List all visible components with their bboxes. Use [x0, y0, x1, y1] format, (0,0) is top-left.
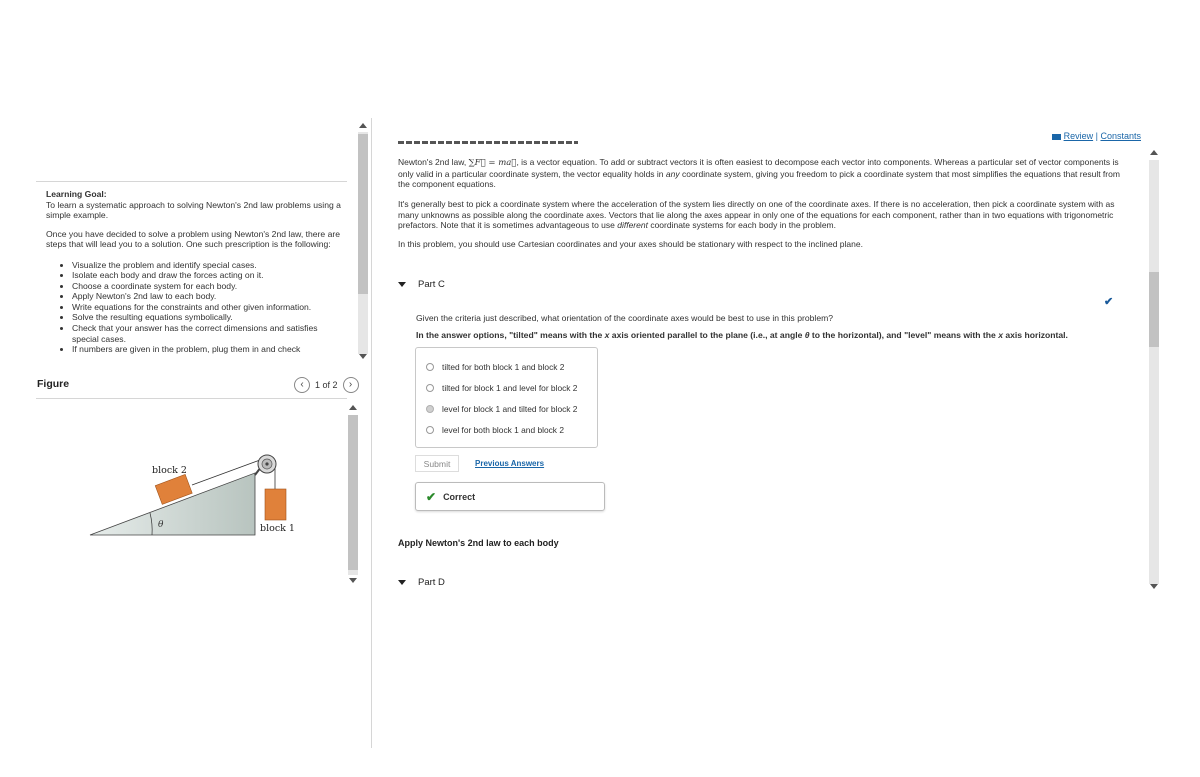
para1-text: , is a vector equation. To add or subtract vectors it is often easiest to decompose each vector into components. Whereas a particular set of vector components is only valid in a particular coordinate system, the vector equality holds in: [398, 157, 1119, 179]
part-c-note: [416, 330, 1068, 340]
figure-scrollbar[interactable]: [346, 403, 360, 588]
prev-figure-button[interactable]: ‹: [294, 377, 310, 393]
check-icon: ✔: [426, 489, 437, 504]
para2-text: It's generally best to pick a coordinate system where the acceleration of the system lies directly on one of the coordinate axes. If there is no acceleration, then pick a coordinate system with as many unknowns as possible along the coordinate axes. Vectors that lie along the axes appear in only one of the equations for each component, rather than in two equations with trigonometric prefactors. Note that it is sometimes advantageous to use: [398, 199, 1115, 231]
feedback-label: Correct: [443, 491, 476, 502]
list-item: • Write equations for the constraints and other given information.: [72, 302, 341, 313]
scroll-thumb[interactable]: [358, 134, 368, 294]
radio-button[interactable]: [426, 363, 434, 371]
link-separator: |: [1095, 131, 1098, 141]
learning-goal-title: Learning Goal:: [46, 189, 107, 199]
figure-top-rule: [36, 398, 347, 399]
collapse-icon: [398, 580, 406, 585]
angle-label: θ: [158, 520, 164, 530]
scroll-down-icon[interactable]: [349, 578, 357, 583]
part-d-header[interactable]: [398, 577, 445, 588]
answer-option[interactable]: [426, 425, 564, 435]
note-text: to the horizontal), and "level" means with the: [809, 330, 999, 340]
option-label: level for block 1 and tilted for block 2: [442, 404, 578, 414]
panel-divider: [371, 118, 372, 748]
part-d-label: Part D: [418, 577, 445, 588]
para2-emphasis: different: [617, 220, 648, 231]
option-label: tilted for block 1 and level for block 2: [442, 383, 578, 393]
radio-button-selected[interactable]: [426, 405, 434, 413]
list-item: • Solve the resulting equations symbolically.: [72, 312, 341, 323]
paragraph-cartesian-note: In this problem, you should use Cartesian coordinates and your axes should be stationary with respect to the inclined plane.: [398, 239, 863, 249]
note-text: In the answer options, "tilted" means with the: [416, 330, 605, 340]
scroll-thumb[interactable]: [1149, 272, 1159, 347]
figure-inclined-plane: [80, 445, 300, 545]
answer-options: [415, 347, 598, 448]
list-item: • Visualize the problem and identify special cases.: [72, 260, 341, 271]
section-heading-apply: Apply Newton's 2nd law to each body: [398, 538, 559, 548]
scroll-track: [348, 415, 358, 575]
scroll-down-icon[interactable]: [359, 354, 367, 359]
scroll-thumb[interactable]: [348, 415, 358, 570]
option-label: level for both block 1 and block 2: [442, 425, 564, 435]
note-var: x: [604, 330, 610, 340]
scroll-track: [358, 132, 368, 354]
clipped-section-heading: [398, 138, 578, 144]
para1-text: Newton's 2nd law,: [398, 157, 469, 167]
answer-option[interactable]: [426, 383, 577, 393]
list-item: • Check that your answer has the correct dimensions and satisfies special cases.: [72, 323, 341, 344]
scroll-up-icon[interactable]: [349, 405, 357, 410]
learning-goal-panel: [46, 189, 341, 355]
content-scrollbar[interactable]: [1147, 148, 1161, 594]
review-link[interactable]: Review: [1063, 131, 1094, 141]
submit-button[interactable]: Submit: [415, 455, 459, 472]
learning-goal-text: To learn a systematic approach to solving Newton's 2nd law problems using a simple example.: [46, 199, 341, 220]
newton-equation: ∑F⃗ = ma⃗: [468, 158, 517, 168]
pulley-axle: [265, 462, 268, 465]
review-icon: [1052, 134, 1061, 140]
figure-page-indicator: 1 of 2: [315, 380, 338, 390]
learning-goal-top-rule: [36, 181, 347, 182]
radio-button[interactable]: [426, 426, 434, 434]
note-var: x: [998, 330, 1003, 340]
review-constants-links: [1052, 131, 1141, 141]
para1-text: coordinate system, giving you freedom to pick a coordinate system that most simplifies the equations that result from the component equations.: [398, 168, 1120, 190]
figure-pager: [294, 377, 359, 393]
block-1: [265, 489, 286, 520]
list-item: • Apply Newton's 2nd law to each body.: [72, 291, 341, 302]
scroll-down-icon[interactable]: [1150, 584, 1158, 589]
part-c-question: Given the criteria just described, what orientation of the coordinate axes would be best to use in this problem?: [416, 313, 834, 323]
constants-link[interactable]: Constants: [1100, 131, 1141, 141]
part-c-complete-check-icon: ✔: [1104, 296, 1114, 308]
part-c-label: Part C: [418, 279, 445, 290]
para2-text: coordinate systems for each body in the problem.: [647, 220, 836, 231]
figure-title: Figure: [37, 378, 70, 390]
option-label: tilted for both block 1 and block 2: [442, 362, 565, 372]
part-c-header[interactable]: [398, 279, 445, 290]
paragraph-coordinate-choice: [398, 199, 1120, 231]
learning-scrollbar[interactable]: [356, 120, 370, 363]
learning-goal-intro: Once you have decided to solve a problem using Newton's 2nd law, there are steps that will lead you to a solution. One such prescription is the following:: [46, 228, 341, 249]
previous-answers-link[interactable]: Previous Answers: [475, 459, 545, 468]
collapse-icon: [398, 282, 406, 287]
scroll-track: [1149, 160, 1159, 584]
block-1-label: block 1: [260, 523, 295, 534]
radio-button[interactable]: [426, 384, 434, 392]
steps-list: [46, 260, 341, 355]
para1-emphasis: any: [665, 168, 680, 179]
feedback-correct: [415, 482, 605, 511]
note-text: axis oriented parallel to the plane (i.e., at angle: [609, 330, 805, 340]
paragraph-vector-equation: [398, 157, 1120, 190]
list-item: • Isolate each body and draw the forces acting on it.: [72, 270, 341, 281]
note-text: axis horizontal.: [1002, 330, 1068, 340]
block-2-label: block 2: [152, 465, 187, 476]
scroll-up-icon[interactable]: [1150, 150, 1158, 155]
note-var: θ: [804, 330, 810, 340]
next-figure-button[interactable]: ›: [343, 377, 359, 393]
answer-option[interactable]: [426, 404, 577, 414]
answer-option[interactable]: [426, 362, 564, 372]
list-item: • Choose a coordinate system for each body.: [72, 281, 341, 292]
list-item: • If numbers are given in the problem, plug them in and check: [72, 344, 341, 355]
scroll-up-icon[interactable]: [359, 123, 367, 128]
